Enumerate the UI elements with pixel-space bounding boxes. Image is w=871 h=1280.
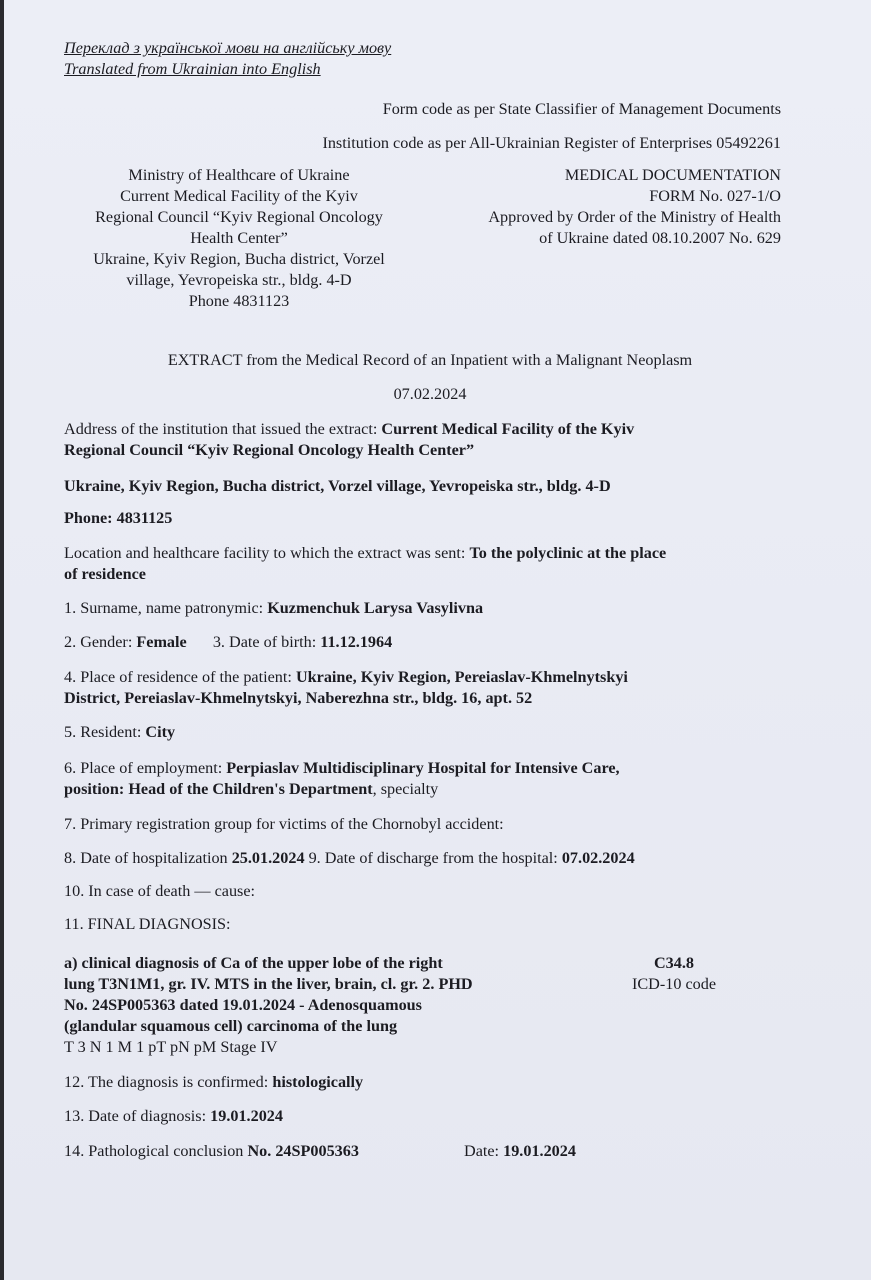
diagnosis-line: lung T3N1M1, gr. IV. MTS in the liver, brain, cl. gr. 2. PHD (64, 975, 473, 993)
item-label: 1. Surname, name patronymic: (64, 599, 264, 617)
item-value-cont: position: Head of the Children's Department (64, 780, 373, 798)
diagnosis-line: a) clinical diagnosis of Ca of the upper lobe of the right (64, 954, 443, 972)
item-label: 5. Resident: (64, 723, 142, 741)
item-death-cause: 10. In case of death — cause: (64, 882, 256, 900)
item-resident (64, 722, 175, 743)
form-info-line: FORM No. 027-1/O (649, 187, 781, 205)
item-value: No. 24SP005363 (247, 1142, 359, 1160)
item-gender-dob (64, 632, 392, 653)
item-label: 6. Place of employment: (64, 759, 223, 777)
document-date: 07.02.2024 (393, 385, 467, 403)
item-label: 8. Date of hospitalization (64, 849, 228, 867)
issuer-line: village, Yevropeiska str., bldg. 4-D (126, 271, 352, 289)
item-value: 19.01.2024 (210, 1107, 283, 1125)
item-value: 25.01.2024 (231, 849, 305, 867)
translation-note-english: Translated from Ukrainian into English (64, 60, 321, 78)
form-info-line: of Ukraine dated 08.10.2007 No. 629 (539, 229, 781, 247)
institution-code: Institution code as per All-Ukrainian Register of Enterprises 05492261 (322, 134, 781, 152)
item-label: 3. Date of birth: (212, 633, 317, 651)
item-pathological-conclusion (64, 1141, 359, 1162)
form-info-block (381, 165, 781, 249)
form-info-line: Approved by Order of the Ministry of Health (488, 208, 781, 226)
item-chornobyl: 7. Primary registration group for victims of the Chornobyl accident: (64, 815, 504, 833)
issuer-street-text: Ukraine, Kyiv Region, Bucha district, Vorzel village, Yevropeiska str., bldg. 4-D (64, 477, 611, 495)
issuer-line: Regional Council “Kyiv Regional Oncology (95, 208, 383, 226)
item-value: Perpiaslav Multidisciplinary Hospital for Intensive Care, (226, 759, 620, 777)
issuer-line: Ukraine, Kyiv Region, Bucha district, Vorzel (93, 250, 385, 268)
item-employment (64, 758, 824, 800)
address-value-cont: Regional Council “Kyiv Regional Oncology Health Center” (64, 441, 475, 459)
issuer-line: Current Medical Facility of the Kyiv (120, 187, 358, 205)
item-label: 13. Date of diagnosis: (64, 1107, 207, 1125)
item-value: Kuzmenchuk Larysa Vasylivna (267, 599, 484, 617)
sent-to (64, 543, 824, 585)
icd-label: ICD-10 code (631, 975, 717, 993)
clinical-diagnosis (64, 953, 584, 1058)
item-value: histologically (272, 1073, 364, 1091)
item-surname (64, 598, 483, 619)
item-pathological-date (464, 1141, 576, 1162)
issuer-line: Ministry of Healthcare of Ukraine (128, 166, 350, 184)
scan-edge (0, 0, 4, 1280)
document-title: EXTRACT from the Medical Record of an Inpatient with a Malignant Neoplasm (167, 351, 693, 369)
issuer-phone-text: Phone: 4831125 (64, 509, 173, 527)
item-value: 07.02.2024 (561, 849, 635, 867)
address-label: Address of the institution that issued the extract: (64, 420, 378, 438)
item-final-diagnosis: 11. FINAL DIAGNOSIS: (64, 915, 231, 933)
item-suffix: , specialty (372, 780, 439, 798)
issuer-phone (64, 508, 172, 529)
sent-to-value-cont: of residence (64, 565, 146, 583)
issuer-address (64, 419, 824, 461)
sent-to-label: Location and healthcare facility to which the extract was sent: (64, 544, 466, 562)
item-label: 2. Gender: (64, 633, 133, 651)
issuer-street (64, 476, 611, 497)
diagnosis-line: (glandular squamous cell) carcinoma of the lung (64, 1017, 398, 1035)
item-value: 11.12.1964 (320, 633, 393, 651)
item-value-cont: District, Pereiaslav-Khmelnytskyi, Naberezhna str., bldg. 16, apt. 52 (64, 689, 533, 707)
form-code: Form code as per State Classifier of Management Documents (382, 100, 781, 118)
item-hospitalization (64, 848, 635, 869)
sent-to-value: To the polyclinic at the place (469, 544, 667, 562)
address-value: Current Medical Facility of the Kyiv (381, 420, 635, 438)
item-label: 14. Pathological conclusion (64, 1142, 244, 1160)
item-value: 19.01.2024 (503, 1142, 576, 1160)
issuer-block (58, 165, 420, 312)
item-value: Female (136, 633, 187, 651)
icd-code: C34.8 (653, 954, 695, 972)
translation-note-ukrainian: Переклад з української мови на англійську мову (64, 39, 392, 57)
item-residence (64, 667, 824, 709)
item-label: 12. The diagnosis is confirmed: (64, 1073, 269, 1091)
form-info-line: MEDICAL DOCUMENTATION (564, 166, 781, 184)
issuer-line: Health Center” (190, 229, 288, 247)
item-label: Date: (464, 1142, 500, 1160)
issuer-line: Phone 4831123 (188, 292, 290, 310)
diagnosis-line: No. 24SP005363 dated 19.01.2024 - Adenosquamous (64, 996, 422, 1014)
item-label: 4. Place of residence of the patient: (64, 668, 292, 686)
item-value: Ukraine, Kyiv Region, Pereiaslav-Khmelnytskyi (295, 668, 628, 686)
diagnosis-stage: T 3 N 1 M 1 pT pN pM Stage IV (64, 1038, 278, 1056)
item-diagnosis-date (64, 1106, 283, 1127)
item-confirmed (64, 1072, 363, 1093)
item-value: City (145, 723, 176, 741)
icd-code-block (612, 953, 736, 995)
item-label: 9. Date of discharge from the hospital: (308, 849, 558, 867)
